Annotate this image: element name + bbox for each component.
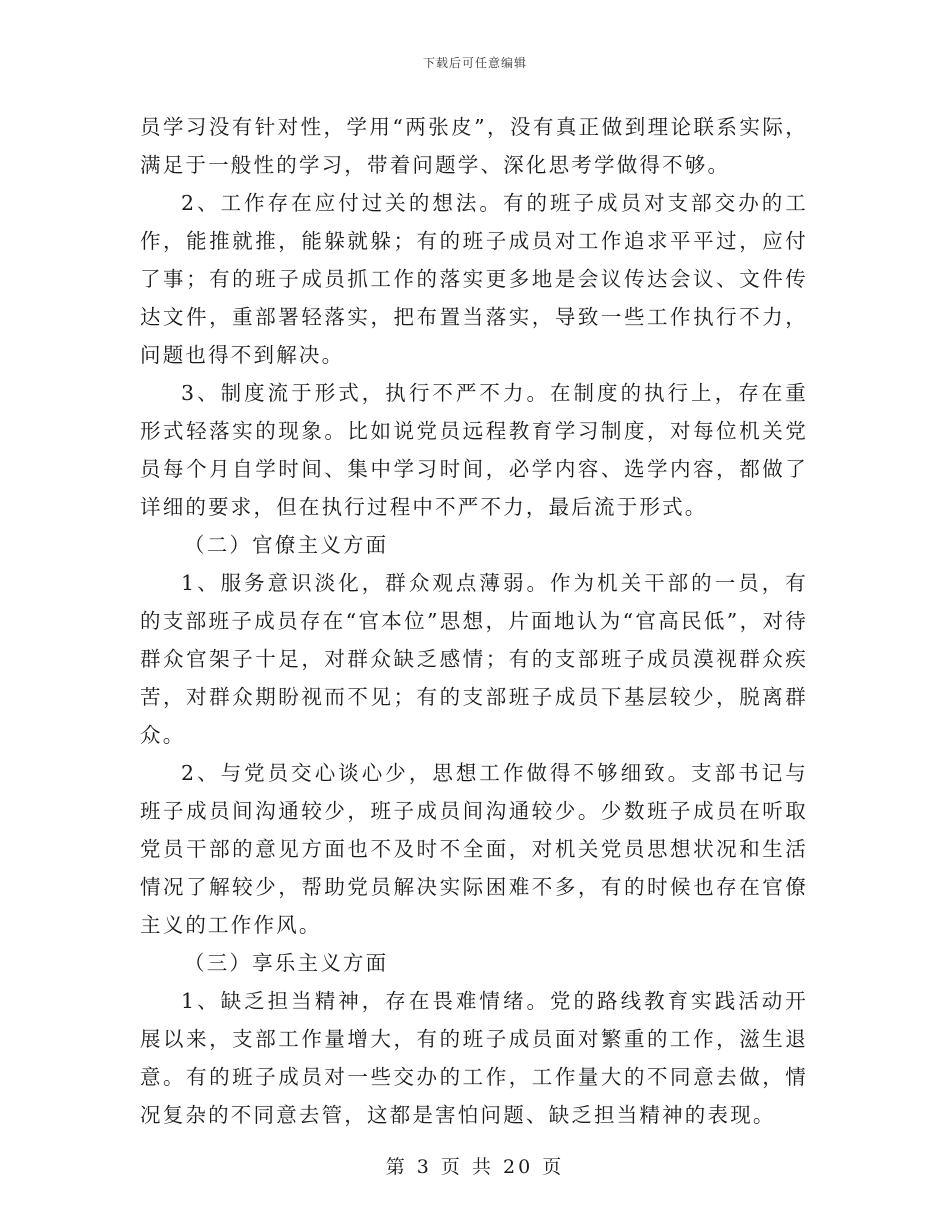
paragraph-bureaucratism-2: 2、与党员交心谈心少，思想工作做得不够细致。支部书记与班子成员间沟通较少，班子成员间沟通较少。少数班子成员在听取党员干部的意见方面也不及时不全面，对机关党员思想状况和生活情况了解较少，帮助党员解决实际困难不多，有的时候也存在官僚主义的工作作风。 bbox=[140, 761, 808, 937]
paragraph-continued: 员学习没有针对性，学用“两张皮”，没有真正做到理论联系实际，满足于一般性的学习，带着问题学、深化思考学做得不够。 bbox=[140, 115, 808, 177]
page-header-note: 下载后可任意编辑 bbox=[422, 56, 527, 70]
section-heading-bureaucratism: （二）官僚主义方面 bbox=[184, 533, 389, 557]
page-number: 第 3 页 共 20 页 bbox=[385, 1156, 565, 1178]
paragraph-item-3: 3、制度流于形式，执行不严不力。在制度的执行上，存在重形式轻落实的现象。比如说党员远程教育学习制度，对每位机关党员每个月自学时间、集中学习时间，必学内容、选学内容，都做了详细的要求，但在执行过程中不严不力，最后流于形式。 bbox=[140, 381, 808, 519]
paragraph-hedonism-1: 1、缺乏担当精神，存在畏难情绪。党的路线教育实践活动开展以来，支部工作量增大，有的班子成员面对繁重的工作，滋生退意。有的班子成员对一些交办的工作，工作量大的不同意去做，情况复杂的不同意去管，这都是害怕问题、缺乏担当精神的表现。 bbox=[140, 989, 808, 1127]
section-heading-hedonism: （三）享乐主义方面 bbox=[184, 951, 389, 975]
document-body bbox=[140, 108, 808, 1134]
paragraph-item-2: 2、工作存在应付过关的想法。有的班子成员对支部交办的工作，能推就推，能躲就躲；有的班子成员对工作追求平平过，应付了事；有的班子成员抓工作的落实更多地是会议传达会议、文件传达文件，重部署轻落实，把布置当落实，导致一些工作执行不力，问题也得不到解决。 bbox=[140, 191, 808, 367]
paragraph-bureaucratism-1: 1、服务意识淡化，群众观点薄弱。作为机关干部的一员，有的支部班子成员存在“官本位”思想，片面地认为“官高民低”，对待群众官架子十足，对群众缺乏感情；有的支部班子成员漠视群众疾苦，对群众期盼视而不见；有的支部班子成员下基层较少，脱离群众。 bbox=[140, 571, 808, 747]
